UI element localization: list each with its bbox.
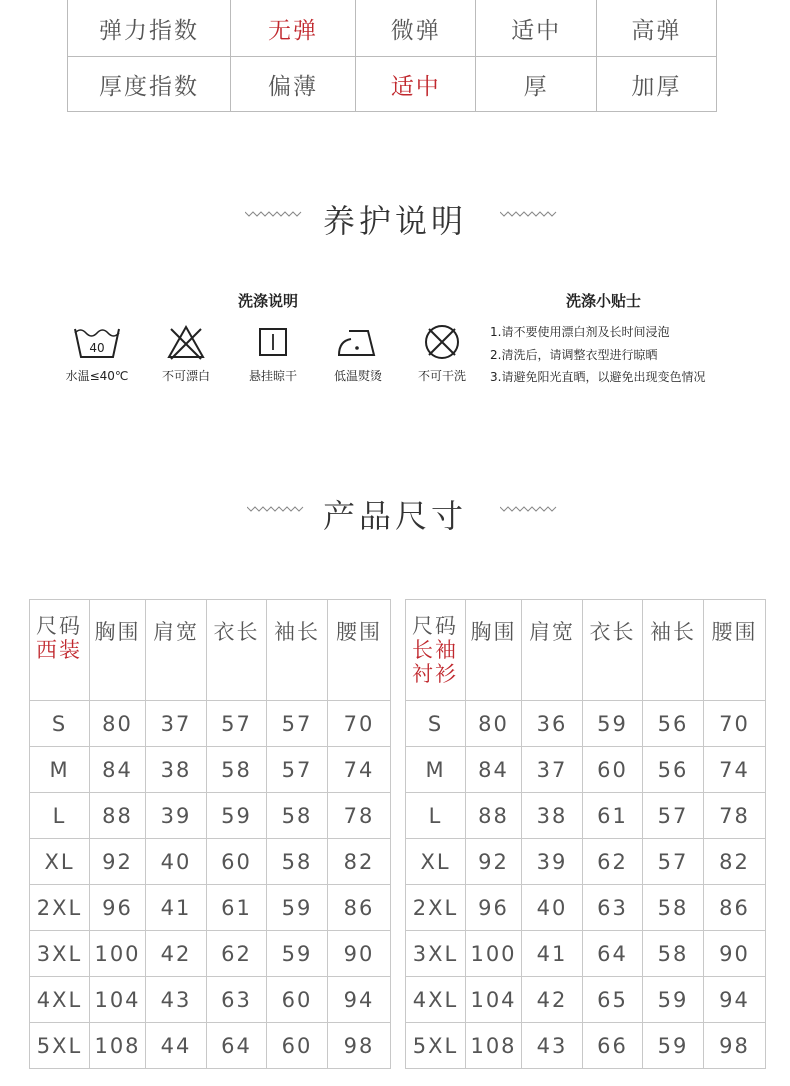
thickness-option-thick: 厚 (476, 57, 596, 112)
size-label-cell: 5XL (30, 1023, 90, 1069)
no-dry-clean-icon (422, 323, 462, 361)
column-header: 肩宽 (522, 600, 583, 701)
table-cell: 39 (522, 839, 583, 885)
tips-heading: 洗涤小贴士 (566, 292, 642, 310)
table-cell: 57 (207, 701, 267, 747)
wavy-divider-right-icon (500, 209, 558, 219)
table-cell: 84 (90, 747, 146, 793)
table-header-row (406, 600, 766, 701)
table-cell: 100 (466, 931, 522, 977)
no-bleach-label: 不可漂白 (161, 369, 210, 383)
table-cell: 86 (704, 885, 766, 931)
thickness-label: 厚度指数 (68, 57, 231, 112)
column-header: 衣长 (583, 600, 643, 701)
wash-tip: 3.请避免阳光直晒，以避免出现变色情况 (490, 370, 706, 384)
table-cell: 108 (466, 1023, 522, 1069)
elasticity-option-high: 高弹 (596, 0, 716, 57)
table-cell: 92 (90, 839, 146, 885)
size-label-cell: 3XL (30, 931, 90, 977)
table-cell: 104 (466, 977, 522, 1023)
no-dry-clean-item (407, 323, 477, 384)
table-cell: 60 (267, 977, 328, 1023)
size-label-cell: L (406, 793, 466, 839)
table-row (406, 839, 766, 885)
care-section-title: 养护说明 (322, 202, 467, 240)
table-cell: 64 (207, 1023, 267, 1069)
table-cell: 82 (328, 839, 391, 885)
hang-dry-icon (253, 323, 293, 361)
elasticity-row (68, 0, 717, 57)
table-cell: 80 (466, 701, 522, 747)
table-cell: 60 (207, 839, 267, 885)
table-cell: 60 (267, 1023, 328, 1069)
column-header: 胸围 (90, 600, 146, 701)
table-cell: 92 (466, 839, 522, 885)
wash-40-label: 水温≤40℃ (65, 369, 129, 383)
table-cell: 42 (522, 977, 583, 1023)
wash-40-icon (73, 323, 121, 361)
table-cell: 57 (643, 839, 704, 885)
table-cell: 63 (207, 977, 267, 1023)
low-iron-label: 低温熨烫 (333, 369, 382, 383)
table-row (30, 885, 391, 931)
table-subtitle: 西装 (36, 638, 82, 662)
table-cell: 88 (466, 793, 522, 839)
table-cell: 58 (267, 839, 328, 885)
table-cell: 78 (704, 793, 766, 839)
thickness-row (68, 57, 717, 112)
table-cell: 90 (704, 931, 766, 977)
table-cell: 88 (90, 793, 146, 839)
table-row (406, 701, 766, 747)
table-cell: 82 (704, 839, 766, 885)
column-header: 袖长 (267, 600, 328, 701)
table-row (406, 1023, 766, 1069)
size-label-cell: M (406, 747, 466, 793)
table-cell: 37 (522, 747, 583, 793)
table-row (30, 701, 391, 747)
column-header: 袖长 (643, 600, 704, 701)
column-header: 衣长 (207, 600, 267, 701)
table-row (406, 931, 766, 977)
table-cell: 98 (328, 1023, 391, 1069)
table-cell: 39 (146, 793, 207, 839)
table-cell: 104 (90, 977, 146, 1023)
table-cell: 96 (466, 885, 522, 931)
table-cell: 59 (207, 793, 267, 839)
size-section-title: 产品尺寸 (322, 497, 467, 535)
table-cell: 70 (328, 701, 391, 747)
table-cell: 59 (583, 701, 643, 747)
table-row (30, 793, 391, 839)
size-label-cell: XL (30, 839, 90, 885)
table-cell: 74 (328, 747, 391, 793)
size-label-cell: 4XL (30, 977, 90, 1023)
table-cell: 41 (522, 931, 583, 977)
table-cell: 42 (146, 931, 207, 977)
table-cell: 38 (522, 793, 583, 839)
table-cell: 56 (643, 747, 704, 793)
table-cell: 74 (704, 747, 766, 793)
corner-label: 尺码 (36, 614, 82, 638)
table-cell: 43 (522, 1023, 583, 1069)
table-cell: 86 (328, 885, 391, 931)
table-cell: 61 (207, 885, 267, 931)
table-cell: 40 (146, 839, 207, 885)
column-header: 腰围 (704, 600, 766, 701)
table-cell: 56 (643, 701, 704, 747)
size-label-cell: 4XL (406, 977, 466, 1023)
table-cell: 59 (267, 931, 328, 977)
index-table (67, 0, 717, 112)
size-label-cell: S (406, 701, 466, 747)
size-label-cell: XL (406, 839, 466, 885)
elasticity-option-slight: 微弹 (356, 0, 476, 57)
wash-40-item (62, 323, 132, 384)
table-row (30, 931, 391, 977)
table-row (30, 747, 391, 793)
table-cell: 38 (146, 747, 207, 793)
thickness-option-extra-thick: 加厚 (596, 57, 716, 112)
shirt-size-table (405, 599, 766, 1069)
thickness-option-medium: 适中 (356, 57, 476, 112)
table-cell: 84 (466, 747, 522, 793)
elasticity-option-none: 无弹 (230, 0, 355, 57)
table-row (406, 977, 766, 1023)
table-cell: 108 (90, 1023, 146, 1069)
table-cell: 98 (704, 1023, 766, 1069)
wash-tips-list (490, 321, 705, 389)
elasticity-option-medium: 适中 (476, 0, 596, 57)
table-cell: 43 (146, 977, 207, 1023)
wash-tip: 1.请不要使用漂白剂及长时间浸泡 (490, 325, 670, 339)
elasticity-label: 弹力指数 (68, 0, 231, 57)
table-cell: 62 (207, 931, 267, 977)
table-cell: 59 (267, 885, 328, 931)
size-label-cell: 2XL (30, 885, 90, 931)
table-cell: 44 (146, 1023, 207, 1069)
low-iron-icon (335, 323, 381, 361)
table-cell: 96 (90, 885, 146, 931)
table-cell: 64 (583, 931, 643, 977)
table-cell: 41 (146, 885, 207, 931)
table-cell: 62 (583, 839, 643, 885)
size-label-cell: 5XL (406, 1023, 466, 1069)
no-bleach-item (151, 323, 221, 384)
table-cell: 90 (328, 931, 391, 977)
table-cell: 58 (643, 885, 704, 931)
hang-dry-label: 悬挂晾干 (248, 369, 297, 383)
table-subtitle: 长袖 (412, 638, 458, 662)
table-cell: 65 (583, 977, 643, 1023)
wash-tip: 2.清洗后，请调整衣型进行晾晒 (490, 347, 658, 362)
wash-heading: 洗涤说明 (238, 292, 299, 310)
table-header-row (30, 600, 391, 701)
table-cell: 59 (643, 977, 704, 1023)
thickness-option-thin: 偏薄 (230, 57, 355, 112)
corner-label: 尺码 (412, 614, 458, 638)
table-cell: 60 (583, 747, 643, 793)
table-cell: 37 (146, 701, 207, 747)
table-cell: 57 (643, 793, 704, 839)
table-cell: 58 (207, 747, 267, 793)
wavy-divider-right-icon (500, 504, 558, 514)
table-cell: 94 (328, 977, 391, 1023)
size-label-cell: L (30, 793, 90, 839)
svg-text:40: 40 (89, 341, 105, 355)
size-label-cell: S (30, 701, 90, 747)
table-cell: 66 (583, 1023, 643, 1069)
no-dry-clean-label: 不可干洗 (417, 369, 466, 383)
table-cell: 58 (643, 931, 704, 977)
suit-size-table (29, 599, 391, 1069)
size-corner-cell (30, 600, 90, 701)
table-cell: 94 (704, 977, 766, 1023)
no-bleach-icon (166, 323, 206, 361)
size-label-cell: 2XL (406, 885, 466, 931)
table-cell: 59 (643, 1023, 704, 1069)
table-row (30, 1023, 391, 1069)
table-cell: 36 (522, 701, 583, 747)
table-row (406, 885, 766, 931)
table-cell: 58 (267, 793, 328, 839)
table-subtitle: 衬衫 (412, 662, 458, 686)
table-row (30, 977, 391, 1023)
table-cell: 57 (267, 747, 328, 793)
column-header: 胸围 (466, 600, 522, 701)
low-iron-item (323, 323, 393, 384)
size-label-cell: M (30, 747, 90, 793)
table-cell: 63 (583, 885, 643, 931)
table-cell: 57 (267, 701, 328, 747)
table-cell: 70 (704, 701, 766, 747)
hang-dry-item (238, 323, 308, 384)
column-header: 腰围 (328, 600, 391, 701)
table-cell: 80 (90, 701, 146, 747)
table-row (406, 793, 766, 839)
table-cell: 61 (583, 793, 643, 839)
table-cell: 100 (90, 931, 146, 977)
size-label-cell: 3XL (406, 931, 466, 977)
table-cell: 40 (522, 885, 583, 931)
table-row (406, 747, 766, 793)
size-corner-cell (406, 600, 466, 701)
table-cell: 78 (328, 793, 391, 839)
table-row (30, 839, 391, 885)
column-header: 肩宽 (146, 600, 207, 701)
